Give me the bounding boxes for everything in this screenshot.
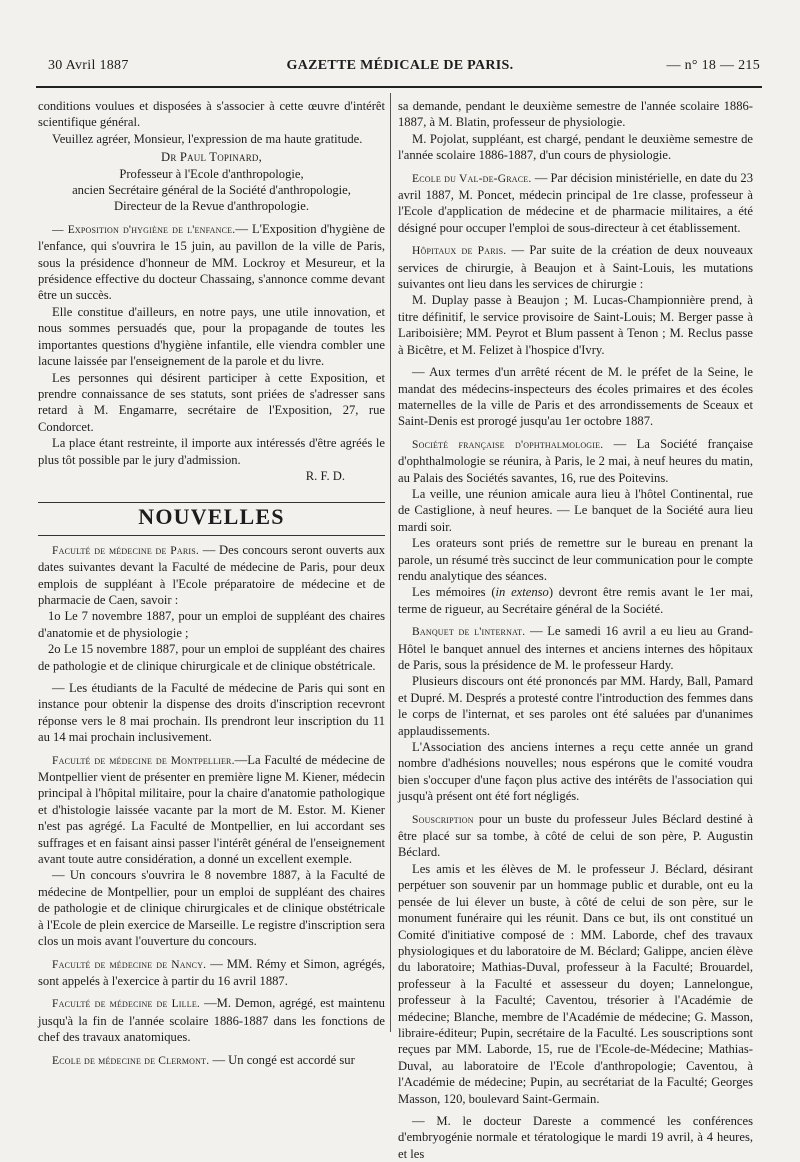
- article-text: — La Société française d'ophthalmologie se réunira, à Paris, le 2 mai, à neuf heures du matin, au Palais des Sociétés savantes, 16, rue des Poitevins.: [398, 436, 753, 485]
- text-run: Les mémoires (: [412, 585, 496, 600]
- article-text: — Par décision ministérielle, en date du 23 avril 1887, M. Poncet, médecin principal de 1re classe, professeur à l'Ecole d'application de médecine et de pharmacie militaires, a été désigné pour occuper l'emploi de sous-directeur à cet établissement.: [398, 170, 753, 235]
- article-banquet: [398, 623, 753, 673]
- paragraph: Les personnes qui désirent participer à cette Exposition, et prendre connaissance de ses statuts, sont priées de s'adresser sans retard à M. Engamarre, secrétaire de l'Exposition, 27, rue Condorcet.: [38, 370, 385, 434]
- article-clermont: [38, 1052, 385, 1069]
- article-lille: [38, 995, 385, 1045]
- article-text: pour un buste du professeur Jules Béclard destiné à être placé sur sa tombe, à côté de celui de son père, P. Augustin Béclard.: [398, 811, 753, 860]
- paragraph: Veuillez agréer, Monsieur, l'expression de ma haute gratitude.: [52, 131, 363, 146]
- article-text: — L'Exposition d'hygiène de l'enfance, qui s'ouvrira le 15 juin, au pavillon de la ville de Paris, sous la présidence d'honneur de MM. Lockroy et Mesureur, et la présidence effective du docteur Chassaing, s'annonce comme devant être un succès.: [38, 221, 385, 303]
- article-val-de-grace: [398, 170, 753, 237]
- signature-line: Professeur à l'Ecole d'anthropologie,: [119, 166, 304, 181]
- article-text: — MM. Rémy et Simon, agrégés, sont appelés à l'exercice à partir du 16 avril 1887.: [38, 956, 385, 988]
- page-header: [40, 58, 760, 78]
- section-heading: Hôpitaux de Paris.: [412, 245, 507, 258]
- section-heading: Ecole de médecine de Clermont.: [52, 1054, 210, 1067]
- paragraph: — Un concours s'ouvrira le 8 novembre 1887, à la Faculté de médecine de Montpellier, pour un emploi de suppléant des chaires de pathologie et de clinique chirurgicales et de clinique obstétricale à l'Ecole de plein exercice de Marseille. Le registre d'inscription sera clos un mois avant l'ouverture du concours.: [38, 868, 385, 949]
- paragraph: L'Association des anciens internes a reçu cette année un grand nombre d'adhésions nouvelles; nous espérons que le comité voudra bien s'occuper d'une façon plus active des intérêts de l'association qui jusqu'à présent ont été fort négligés.: [398, 740, 753, 804]
- section-heading: Faculté de médecine de Paris.: [52, 544, 199, 557]
- paragraph: M. Duplay passe à Beaujon ; M. Lucas-Championnière prend, à titre définitif, le service provisoire de Saint-Louis; M. Berger passe à Lariboisière; MM. Peyrot et Blum passent à Tenon ; M. Reclus passe à Bicêtre, et M. Felizet à l'hospice d'Ivry.: [398, 293, 753, 357]
- paragraph: sa demande, pendant le deuxième semestre de l'année scolaire 1886-1887, à M. Blatin, professeur de physiologie.: [398, 99, 753, 130]
- article-text: —La Faculté de médecine de Montpellier vient de présenter en première ligne M. Kiener, médecin principal à l'hôpital militaire, pour la chaire d'anatomie pathologique et d'histologie laissée vacante par la mort de M. Estor. M. Kiener n'est pas agrégé. La Faculté de Montpellier, en lui accordant ses suffrages et en faisant ainsi passer l'intérêt général de l'enseignement avant toute autre considération, a donné un excellent exemple.: [38, 752, 385, 867]
- signature-line: Directeur de la Revue d'anthropologie.: [114, 199, 309, 214]
- section-heading: Ecole du Val-de-Grace.: [412, 172, 532, 185]
- section-heading: Souscription: [412, 813, 474, 826]
- article-text: — Un congé est accordé sur: [212, 1052, 355, 1067]
- italic-text: in extenso: [495, 585, 549, 600]
- header-page-number: — n° 18 — 215: [666, 58, 760, 73]
- article-text: — Par suite de la création de deux nouveaux services de chirurgie, à Beaujon et à Saint-Louis, les mutations suivantes ont lieu dans les services de chirurgie :: [398, 243, 753, 292]
- section-heading: Banquet de l'internat.: [412, 626, 526, 639]
- signature-name: Dr Paul Topinard,: [161, 150, 262, 165]
- article-souscription: [398, 811, 753, 861]
- header-date: 30 Avril 1887: [48, 58, 129, 73]
- left-column: [38, 98, 385, 1069]
- article-text: — Le samedi 16 avril a eu lieu au Grand-Hôtel le banquet annuel des internes et anciens internes des hôpitaux de Paris, sous la présidence de M. le professeur Hardy.: [398, 624, 753, 672]
- section-heading: — Exposition d'hygiène de l'enfance.: [52, 223, 236, 236]
- paragraph: — Aux termes d'un arrêté récent de M. le préfet de la Seine, le mandat des médecins-inspecteurs des écoles primaires et des écoles maternelles de la ville de Paris et des arrondissements de Sceaux et Saint-Denis est prorogé jusqu'au 1er octobre 1887.: [398, 365, 753, 429]
- right-column: [398, 98, 753, 1162]
- article-text: —M. Demon, agrégé, est maintenu jusqu'à la fin de l'année scolaire 1886-1887 dans les fonctions de chef des travaux anatomiques.: [38, 996, 385, 1045]
- text-run: ) devront être remis avant le 1er mai, terme de rigueur, au Secrétaire général de la Société.: [398, 585, 754, 616]
- initials-signature: R. F. D.: [305, 468, 345, 483]
- header-rule: [36, 86, 762, 88]
- section-heading: Société française d'ophthalmologie.: [412, 438, 604, 451]
- article-faculte-paris: [38, 542, 385, 609]
- section-heading: Faculté de médecine de Lille.: [52, 998, 200, 1011]
- article-nancy: [38, 956, 385, 990]
- article-text: — Des concours seront ouverts aux dates suivantes devant la Faculté de médecine de Paris, pour deux emplois de suppléant à l'Ecole préparatoire de médecine et de pharmacie de Caen, savoir :: [38, 542, 385, 607]
- paragraph: Les amis et les élèves de M. le professeur J. Béclard, désirant perpétuer son souvenir par un hommage public et durable, ont eu la pensée de lui élever un buste, à côté de celui de son père, sur le monument funéraire qui les réunit. Dans ce but, ils ont constitué un Comité d'initiative composé de : MM. Laborde, chef des travaux physiologiques et du laboratoire de M. Béclard; Galippe, ancien élève du laboratoire; Mathias-Duval, professeur à la Faculté; Brouardel, professeur à la Faculté et assesseur du doyen; Lannelongue, professeur à la Faculté; Caventou, trésorier à l'Académie de médecine; Blanche, membre de l'Académie de médecine; G. Masson, libraire-éditeur; Pupin, secrétaire de la Faculté. Les souscriptions sont reçues par MM. Laborde, 15, rue de l'Ecole-de-Médecine; Mathias-Duval, au laboratoire de l'Ecole d'anthropologie; Caventou, à l'Académie de médecine; Pupin, au secrétariat de la Faculté; Georges Masson, 120, boulevard Saint-Germain.: [398, 861, 753, 1106]
- article-exposition: [38, 221, 385, 304]
- paragraph: — M. le docteur Dareste a commencé les conférences d'embryogénie normale et tératologique le mardi 19 avril, à 4 heures, et les: [398, 1113, 753, 1161]
- paragraph: La place étant restreinte, il importe aux intéressés d'être agréés le plus tôt possible par le jury d'admission.: [38, 436, 385, 467]
- signature-block: [38, 149, 385, 215]
- paragraph: M. Pojolat, suppléant, est chargé, pendant le deuxième semestre de l'année scolaire 1886-1887, d'un cours de physiologie.: [398, 131, 753, 163]
- section-heading: Faculté de médecine de Nancy.: [52, 958, 207, 971]
- paragraph: La veille, une réunion amicale aura lieu à l'hôtel Continental, rue de Castiglione, à neuf heures. — Le banquet de la Société aura lieu mardi soir.: [398, 486, 753, 534]
- paragraph: Les orateurs sont priés de remettre sur le bureau en prenant la parole, un résumé très succinct de leur communication pour le compte rendu analytique des séances.: [398, 536, 753, 583]
- nouvelles-banner: [38, 502, 385, 535]
- paragraph: — Les étudiants de la Faculté de médecine de Paris qui sont en instance pour obtenir la dispense des droits d'inscription recevront réponse vers le 8 mai prochain. Ils prendront leur inscription du 11 au 14 mai prochain inclusivement.: [38, 681, 385, 745]
- article-ophtalmologie: [398, 436, 753, 486]
- section-heading: Faculté de médecine de Montpellier.: [52, 754, 235, 767]
- list-item: 1o Le 7 novembre 1887, pour un emploi de suppléant des chaires d'anatomie et de physiologie ;: [38, 609, 385, 640]
- paragraph: conditions voulues et disposées à s'associer à cette œuvre d'intérêt scientifique général.: [38, 99, 385, 130]
- list-item: 2o Le 15 novembre 1887, pour un emploi de suppléant des chaires de pathologie et de clinique chirurgicale et de clinique obstétricale.: [38, 642, 385, 673]
- article-hopitaux: [398, 242, 753, 292]
- paragraph: Elle constitue d'ailleurs, en notre pays, une utile innovation, et nous sommes persuadés que, pour la propagande de toutes les importantes questions d'hygiène infantile, elle viendra combler une lacune laissée par l'enseignement de la parole et du livre.: [38, 304, 385, 369]
- paragraph-memoires: [398, 584, 753, 617]
- article-montpellier: [38, 752, 385, 868]
- signature-line: ancien Secrétaire général de la Société d'anthropologie,: [72, 183, 351, 198]
- nouvelles-title: NOUVELLES: [138, 504, 285, 530]
- header-title: GAZETTE MÉDICALE DE PARIS.: [286, 58, 514, 73]
- column-divider: [390, 93, 391, 1032]
- paragraph: Plusieurs discours ont été prononcés par MM. Hardy, Ball, Pamard et Dupré. M. Després a protesté contre l'introduction des femmes dans le corps de l'internat, et ses paroles ont été saluées par d'unanimes applaudissements.: [398, 674, 753, 738]
